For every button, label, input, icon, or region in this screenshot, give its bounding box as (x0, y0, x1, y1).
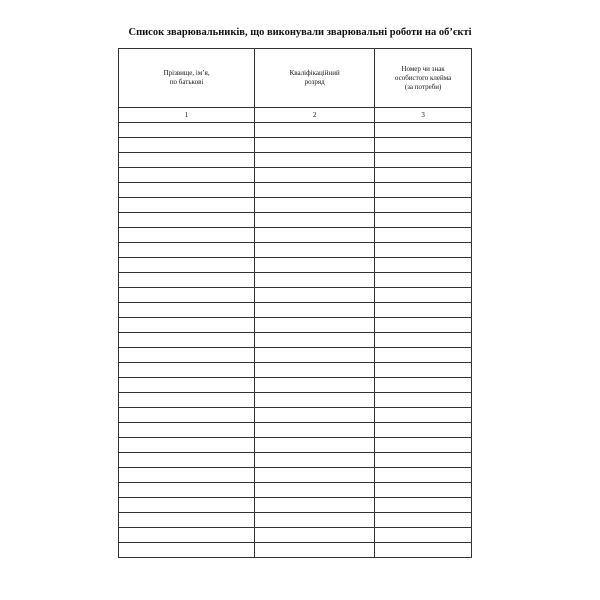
table-cell (255, 228, 375, 243)
table-cell (255, 273, 375, 288)
table-cell (119, 288, 255, 303)
table-cell (255, 198, 375, 213)
table-row (119, 183, 472, 198)
table-cell (375, 318, 472, 333)
table-row (119, 408, 472, 423)
table-cell (375, 408, 472, 423)
table-cell (375, 393, 472, 408)
table-row (119, 423, 472, 438)
table-cell (375, 198, 472, 213)
table-row (119, 468, 472, 483)
table-row (119, 273, 472, 288)
table-cell (255, 123, 375, 138)
table-cell (255, 333, 375, 348)
table-cell (255, 168, 375, 183)
table-cell (255, 318, 375, 333)
table-row (119, 213, 472, 228)
table-row (119, 528, 472, 543)
table-row (119, 333, 472, 348)
table-cell (119, 123, 255, 138)
table-cell (119, 333, 255, 348)
table-row (119, 123, 472, 138)
table-cell (119, 393, 255, 408)
table-row (119, 513, 472, 528)
table-row (119, 228, 472, 243)
table-cell (119, 528, 255, 543)
table-cell (375, 183, 472, 198)
table-cell (119, 513, 255, 528)
table-cell (255, 153, 375, 168)
table-cell (375, 243, 472, 258)
table-cell (119, 138, 255, 153)
table-row (119, 438, 472, 453)
table-row (119, 153, 472, 168)
table-cell (119, 168, 255, 183)
table-cell (255, 543, 375, 558)
table-cell (375, 273, 472, 288)
table-cell (375, 168, 472, 183)
table-cell (255, 363, 375, 378)
table-row (119, 198, 472, 213)
table-cell (119, 408, 255, 423)
table-cell (119, 228, 255, 243)
table-cell (119, 303, 255, 318)
table-cell (375, 468, 472, 483)
table-cell (255, 138, 375, 153)
table-cell (119, 363, 255, 378)
table-row (119, 168, 472, 183)
table-cell (119, 198, 255, 213)
table-row (119, 378, 472, 393)
table-cell (375, 453, 472, 468)
table-cell (255, 468, 375, 483)
column-number: 2 (255, 108, 375, 123)
table-row (119, 258, 472, 273)
table-row (119, 543, 472, 558)
column-number: 1 (119, 108, 255, 123)
table-cell (119, 438, 255, 453)
table-cell (375, 498, 472, 513)
table-cell (375, 513, 472, 528)
column-header-stamp: Номер чи знак особистого клейма (за потреби) (375, 49, 472, 108)
table-cell (375, 348, 472, 363)
table-cell (375, 123, 472, 138)
table-cell (375, 228, 472, 243)
table-cell (255, 303, 375, 318)
table-cell (255, 213, 375, 228)
table-row (119, 453, 472, 468)
table-cell (375, 438, 472, 453)
table-cell (119, 213, 255, 228)
table-cell (375, 333, 472, 348)
table-cell (375, 153, 472, 168)
table-cell (255, 183, 375, 198)
table-cell (375, 423, 472, 438)
table-cell (375, 363, 472, 378)
table-cell (255, 483, 375, 498)
table-cell (119, 543, 255, 558)
table-cell (255, 438, 375, 453)
table-row (119, 303, 472, 318)
table-cell (119, 498, 255, 513)
table-row (119, 318, 472, 333)
table-header-row (119, 49, 472, 108)
table-cell (119, 153, 255, 168)
table-cell (255, 243, 375, 258)
table-row (119, 363, 472, 378)
welders-table (118, 48, 472, 558)
table-row (119, 483, 472, 498)
table-cell (119, 423, 255, 438)
table-row (119, 138, 472, 153)
table-cell (375, 213, 472, 228)
table-cell (119, 243, 255, 258)
table-cell (255, 393, 375, 408)
table-cell (375, 528, 472, 543)
table-cell (119, 483, 255, 498)
table-row (119, 498, 472, 513)
table-cell (255, 498, 375, 513)
table-cell (375, 288, 472, 303)
table-row (119, 348, 472, 363)
table-cell (255, 513, 375, 528)
table-cell (375, 378, 472, 393)
column-header-rank: Кваліфікаційний розряд (255, 49, 375, 108)
table-cell (255, 258, 375, 273)
table-cell (255, 423, 375, 438)
table-row (119, 393, 472, 408)
column-number: 3 (375, 108, 472, 123)
table-cell (375, 543, 472, 558)
table-cell (119, 348, 255, 363)
table-cell (375, 138, 472, 153)
table-cell (119, 378, 255, 393)
table-cell (119, 183, 255, 198)
page-title: Список зварювальників, що виконували зварювальні роботи на об’єкті (128, 27, 472, 38)
table-cell (119, 273, 255, 288)
table-row (119, 243, 472, 258)
table-cell (255, 408, 375, 423)
table-cell (375, 483, 472, 498)
table-cell (255, 288, 375, 303)
table-cell (119, 453, 255, 468)
table-cell (119, 318, 255, 333)
table-cell (255, 528, 375, 543)
column-header-name: Прізвище, ім’я, по батькові (119, 49, 255, 108)
table-cell (119, 468, 255, 483)
table-cell (255, 378, 375, 393)
table-cell (255, 348, 375, 363)
column-number-row (119, 108, 472, 123)
table-row (119, 288, 472, 303)
table-cell (119, 258, 255, 273)
table-cell (375, 258, 472, 273)
table-cell (375, 303, 472, 318)
table-cell (255, 453, 375, 468)
